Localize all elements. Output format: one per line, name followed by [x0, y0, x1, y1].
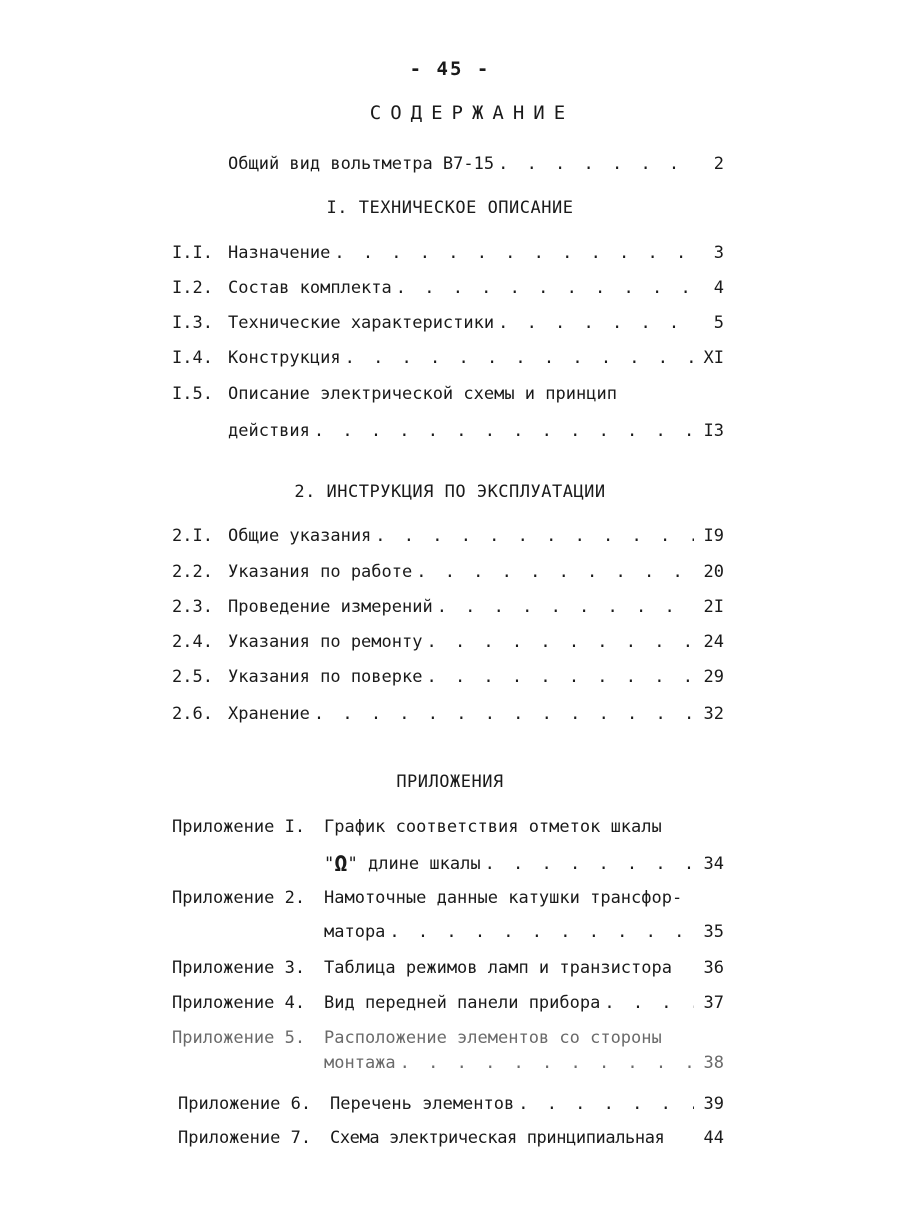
leader-dots: [426, 632, 694, 652]
appendix-title: Схема электрическая принципиальная: [330, 1128, 665, 1148]
leader-dots: [345, 348, 694, 368]
entry-page: I3: [703, 421, 724, 441]
appendix-entry-line1: [0, 1028, 900, 1054]
leader-dots: [518, 1094, 694, 1114]
entry-title: Проведение измерений: [228, 597, 433, 617]
appendix-label: Приложение 2.: [172, 888, 306, 908]
doc-title: СОДЕРЖАНИЕ: [369, 102, 575, 124]
appendix-entry-line2: [0, 852, 900, 878]
page-number: - 45 -: [409, 58, 491, 80]
appendix-entry: [0, 1094, 900, 1120]
entry-title: Назначение: [228, 243, 331, 263]
toc-entry: [0, 278, 900, 304]
entry-number: I.5.: [172, 384, 213, 404]
appendix-label: Приложение 7.: [178, 1128, 312, 1148]
toc-entry: [0, 597, 900, 623]
appendix-entry-line1: [0, 888, 900, 914]
appendix-title: Вид передней панели прибора: [324, 993, 601, 1013]
leader-dots: [314, 421, 694, 441]
toc-entry: [0, 632, 900, 658]
entry-number: 2.6.: [172, 704, 213, 724]
section-heading-technical: I. ТЕХНИЧЕСКОЕ ОПИСАНИЕ: [326, 198, 574, 218]
appendix-label: Приложение 3.: [172, 958, 306, 978]
entry-page: 3: [713, 243, 724, 263]
entry-title: Технические характеристики: [228, 313, 495, 333]
appendix-title-continued: монтажа: [324, 1053, 396, 1073]
appendix-label: Приложение I.: [172, 817, 306, 837]
appendix-title-continued: "Ω" длине шкалы: [324, 852, 481, 877]
appendix-page: 39: [703, 1094, 724, 1114]
appendix-entry: [0, 993, 900, 1019]
entry-title: Описание электрической схемы и принцип: [228, 384, 617, 404]
toc-entry: [0, 704, 900, 730]
entry-title: Состав комплекта: [228, 278, 392, 298]
appendix-page: 34: [703, 854, 724, 874]
leader-dots: [498, 313, 694, 333]
entry-title: Общий вид вольтметра В7-15: [228, 154, 495, 174]
toc-entry-general-view: [0, 154, 900, 180]
entry-page: 2I: [703, 597, 724, 617]
entry-page: 5: [713, 313, 724, 333]
entry-title: Хранение: [228, 704, 310, 724]
appendix-label: Приложение 4.: [172, 993, 306, 1013]
toc-entry-line2: [0, 421, 900, 447]
entry-page: 20: [703, 562, 724, 582]
appendix-title: Таблица режимов ламп и транзистора: [324, 958, 672, 978]
leader-dots: [334, 243, 694, 263]
appendix-entry-line2: [0, 1053, 900, 1079]
appendix-title-continued: матора: [324, 922, 386, 942]
entry-page: 2: [713, 154, 724, 174]
leader-dots: [604, 993, 694, 1013]
entry-page: XI: [703, 348, 724, 368]
entry-title: Общие указания: [228, 526, 372, 546]
leader-dots: [400, 1053, 694, 1073]
leader-dots: [314, 704, 694, 724]
entry-title: Указания по работе: [228, 562, 413, 582]
entry-number: I.2.: [172, 278, 213, 298]
appendix-title: Расположение элементов со стороны: [324, 1028, 662, 1048]
leader-dots: [375, 526, 694, 546]
leader-dots: [389, 922, 694, 942]
entry-page: 24: [703, 632, 724, 652]
entry-number: I.4.: [172, 348, 213, 368]
toc-entry: [0, 562, 900, 588]
appendix-page: 44: [703, 1128, 724, 1148]
appendix-entry-line1: [0, 817, 900, 843]
entry-page: I9: [703, 526, 724, 546]
leader-dots: [426, 667, 694, 687]
leader-dots: [437, 597, 694, 617]
toc-entry: [0, 526, 900, 552]
entry-number: 2.2.: [172, 562, 213, 582]
appendix-title: График соответствия отметок шкалы: [324, 817, 662, 837]
appendix-page: 38: [703, 1053, 724, 1073]
entry-title-continued: действия: [228, 421, 310, 441]
leader-dots: [485, 854, 694, 874]
appendix-title: Намоточные данные катушки трансфор-: [324, 888, 683, 908]
appendix-page: 36: [703, 958, 724, 978]
toc-entry: [0, 243, 900, 269]
entry-number: I.I.: [172, 243, 213, 263]
entry-title: Указания по поверке: [228, 667, 423, 687]
entry-page: 4: [713, 278, 724, 298]
leader-dots: [396, 278, 694, 298]
entry-number: I.3.: [172, 313, 213, 333]
appendix-label: Приложение 6.: [178, 1094, 312, 1114]
entry-number: 2.3.: [172, 597, 213, 617]
section-heading-appendices: ПРИЛОЖЕНИЯ: [396, 772, 504, 792]
leader-dots: [498, 154, 694, 174]
toc-entry: [0, 348, 900, 374]
entry-page: 29: [703, 667, 724, 687]
appendix-title: Перечень элементов: [330, 1094, 515, 1114]
section-heading-operation: 2. ИНСТРУКЦИЯ ПО ЭКСПЛУАТАЦИИ: [294, 482, 606, 502]
appendix-entry-line2: [0, 922, 900, 948]
toc-entry-line1: [0, 384, 900, 410]
entry-title: Указания по ремонту: [228, 632, 423, 652]
leader-dots: [416, 562, 694, 582]
appendix-page: 37: [703, 993, 724, 1013]
toc-entry: [0, 667, 900, 693]
appendix-entry: [0, 958, 900, 984]
entry-number: 2.4.: [172, 632, 213, 652]
entry-title: Конструкция: [228, 348, 341, 368]
toc-entry: [0, 313, 900, 339]
appendix-label: Приложение 5.: [172, 1028, 306, 1048]
appendix-entry: [0, 1128, 900, 1154]
ohm-symbol-icon: Ω: [334, 852, 348, 877]
entry-page: 32: [703, 704, 724, 724]
appendix-page: 35: [703, 922, 724, 942]
entry-number: 2.5.: [172, 667, 213, 687]
entry-number: 2.I.: [172, 526, 213, 546]
